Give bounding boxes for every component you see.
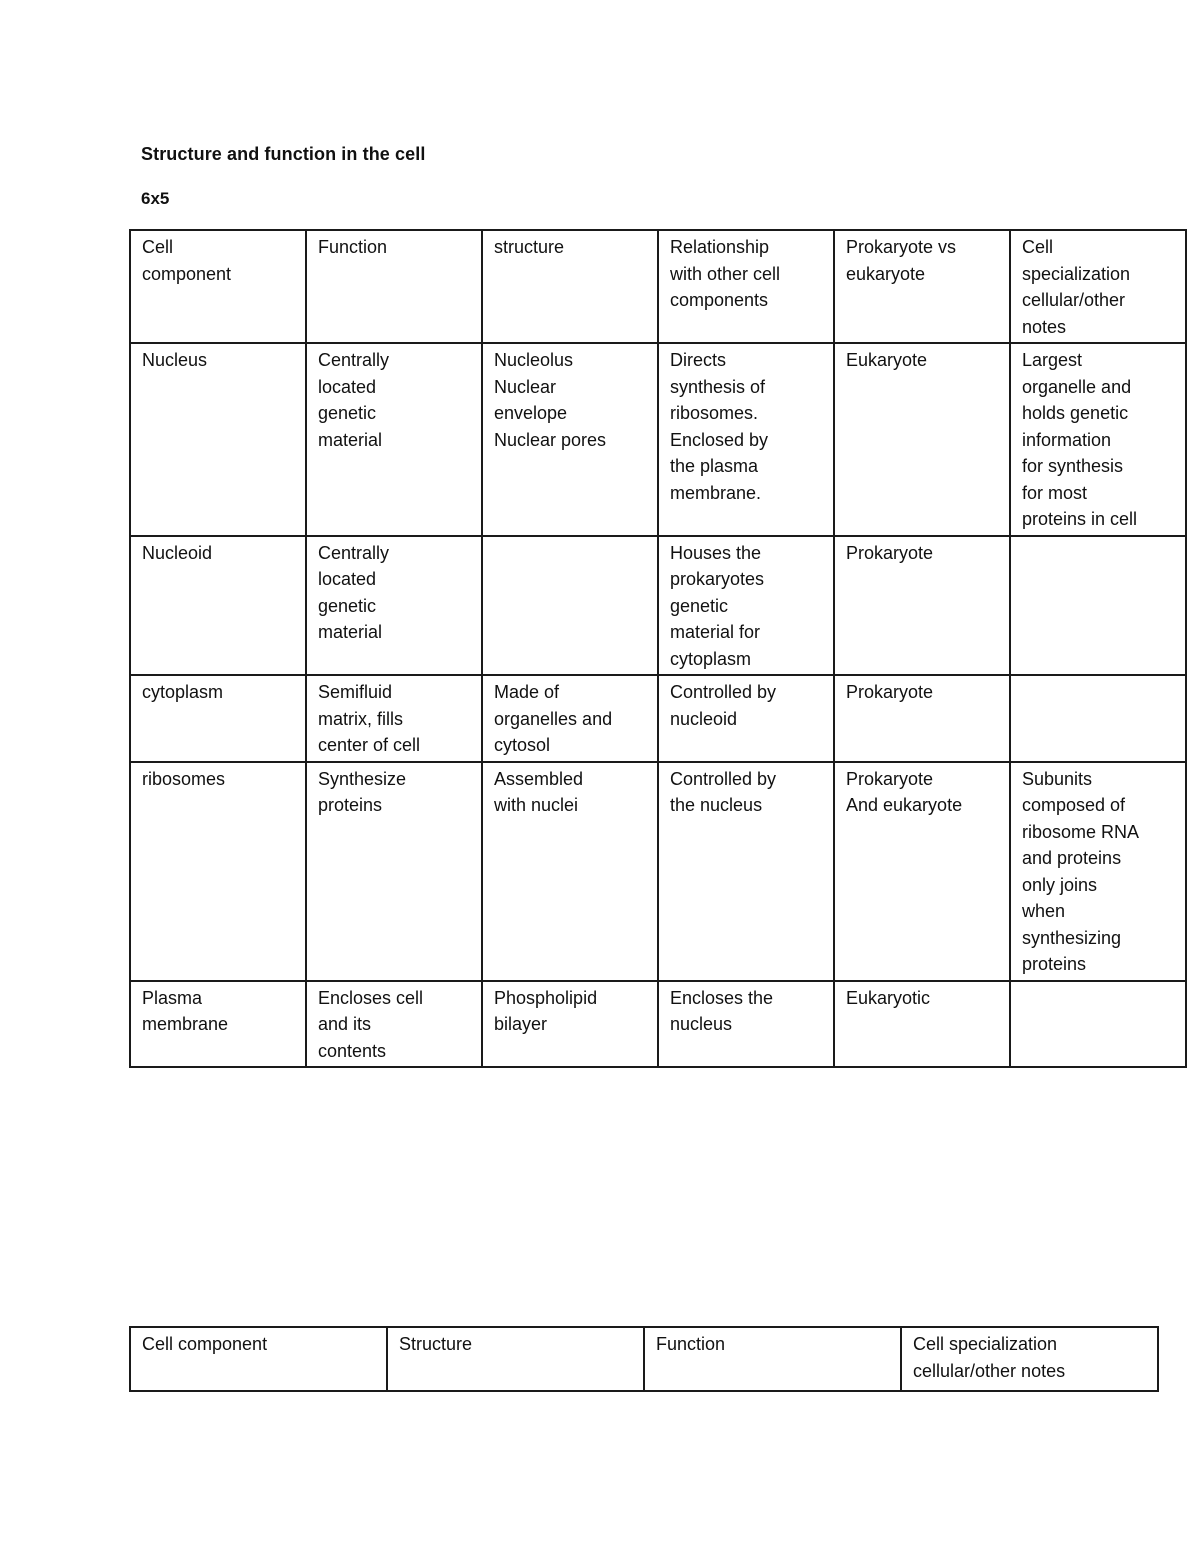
header-cell: Prokaryote vs eukaryote — [834, 230, 1010, 343]
header-cell: Function — [306, 230, 482, 343]
table-cell — [1010, 675, 1186, 762]
table-cell: Nucleolus Nuclear envelope Nuclear pores — [482, 343, 658, 536]
table-row — [130, 762, 1186, 981]
table-cell: Prokaryote — [834, 536, 1010, 676]
table-cell: Phospholipid bilayer — [482, 981, 658, 1068]
table-cell — [482, 536, 658, 676]
table-cell: Centrally located genetic material — [306, 536, 482, 676]
table-cell: Largest organelle and holds genetic information for synthesis for most proteins in cell — [1010, 343, 1186, 536]
table-row — [130, 675, 1186, 762]
header-cell: Structure — [387, 1327, 644, 1391]
header-cell: structure — [482, 230, 658, 343]
table-cell: Semifluid matrix, fills center of cell — [306, 675, 482, 762]
table-cell: Directs synthesis of ribosomes. Enclosed by the plasma membrane. — [658, 343, 834, 536]
table-cell: Controlled by nucleoid — [658, 675, 834, 762]
cell-component-table — [129, 1326, 1159, 1392]
table-cell: ribosomes — [130, 762, 306, 981]
page-subtitle: 6x5 — [141, 189, 170, 208]
table-cell: Synthesize proteins — [306, 762, 482, 981]
table-cell: Subunits composed of ribosome RNA and proteins only joins when synthesizing proteins — [1010, 762, 1186, 981]
table-cell: Houses the prokaryotes genetic material for cytoplasm — [658, 536, 834, 676]
header-cell: Cell component — [130, 230, 306, 343]
table-header-row — [130, 1327, 1158, 1391]
header-cell: Function — [644, 1327, 901, 1391]
table-cell: Nucleus — [130, 343, 306, 536]
table-row — [130, 343, 1186, 536]
table-header-row — [130, 230, 1186, 343]
table-cell: Prokaryote And eukaryote — [834, 762, 1010, 981]
table-cell: Prokaryote — [834, 675, 1010, 762]
table-cell: cytoplasm — [130, 675, 306, 762]
table-cell: Nucleoid — [130, 536, 306, 676]
table-cell — [1010, 981, 1186, 1068]
table-cell: Eukaryote — [834, 343, 1010, 536]
header-cell: Cell specialization cellular/other notes — [1010, 230, 1186, 343]
table-cell: Controlled by the nucleus — [658, 762, 834, 981]
table-cell: Assembled with nuclei — [482, 762, 658, 981]
table-cell — [1010, 536, 1186, 676]
cell-structure-table — [129, 229, 1187, 1068]
header-cell: Cell component — [130, 1327, 387, 1391]
table-cell: Centrally located genetic material — [306, 343, 482, 536]
table-cell: Eukaryotic — [834, 981, 1010, 1068]
table-cell: Plasma membrane — [130, 981, 306, 1068]
table-row — [130, 981, 1186, 1068]
table-cell: Made of organelles and cytosol — [482, 675, 658, 762]
header-cell: Cell specialization cellular/other notes — [901, 1327, 1158, 1391]
page-title: Structure and function in the cell — [141, 144, 426, 164]
table-row — [130, 536, 1186, 676]
table-cell: Encloses the nucleus — [658, 981, 834, 1068]
table-cell: Encloses cell and its contents — [306, 981, 482, 1068]
header-cell: Relationship with other cell components — [658, 230, 834, 343]
